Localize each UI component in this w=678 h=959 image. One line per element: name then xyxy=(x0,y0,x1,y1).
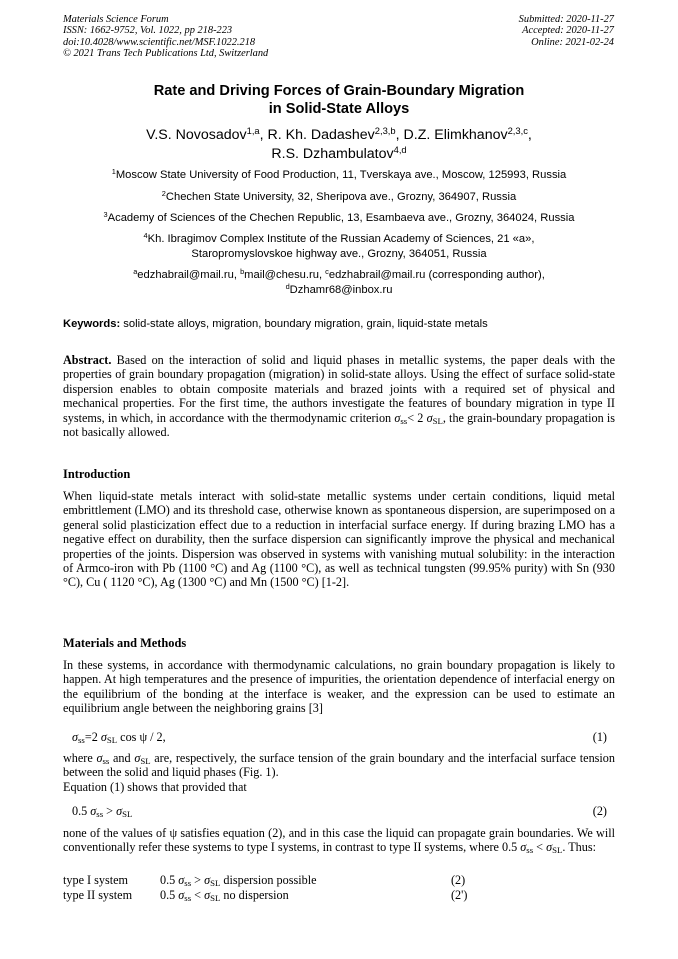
keywords xyxy=(63,317,615,332)
equation-number: (2) xyxy=(592,804,607,818)
equation-number: (1) xyxy=(592,730,607,744)
paper-title: Rate and Driving Forces of Grain-Boundary Migration in Solid-State Alloys xyxy=(153,83,525,117)
section-heading-introduction: Introduction xyxy=(63,467,131,481)
affiliation-1: $^1$Moscow State University of Food Production, 11, Tverskaya ave., Moscow, 125993, Russia xyxy=(111,166,567,181)
submitted-date: Submitted: 2020-11-27 xyxy=(518,14,614,25)
email-a[interactable]: edzhabrail@mail.ru, xyxy=(137,269,241,281)
dates-header xyxy=(519,14,614,48)
methods-paragraph-4: none of the values of ψ satisfies equation (2), and in this case the liquid can propagate grain boundaries. We will conventionally refer these systems to type I systems, in contrast to type II systems, where 0.5 $\sigma_{ss} < \sigma_{SL}$. Thus: xyxy=(63,826,615,856)
journal-header xyxy=(63,14,268,60)
methods-paragraph-3: Equation (1) shows that provided that xyxy=(63,780,247,794)
section-heading-methods: Materials and Methods xyxy=(63,636,187,650)
equation-2: 0.5 $\sigma_{ss} > \sigma_{SL}$ (2) xyxy=(72,804,607,819)
abstract-label: Abstract. xyxy=(63,353,112,367)
online-date: Online: 2021-02-24 xyxy=(531,36,614,48)
copyright: © 2021 Trans Tech Publications Ltd, Switzerland xyxy=(63,48,269,60)
abstract: Abstract. Based on the interaction of solid and liquid phases in metallic systems, the paper deals with the properties of grain boundary propagation (migration) in solid-state alloys. Using the effect of surface solid-state dispersion enables to obtain composite materials and brazed joints with a required set of physical and mechanical properties. For the first time, the authors investigate the features of boundary migration in type II systems, in which, in accordance with the thermodynamic criterion $\sigma_{ss}< 2$ $\sigma_{SL}$, the grain-boundary propagation is not basically allowed. xyxy=(63,353,616,440)
affiliation-3: $^3$Academy of Sciences of the Chechen Republic, 13, Esambaeva ave., Grozny, 364024, Russia xyxy=(103,209,575,224)
methods-paragraph-1: In these systems, in accordance with thermodynamic calculations, no grain boundary propagation is likely to happen. At high temperatures and the presence of impurities, the orientation dependence of interfacial energy on the equilibrium of the bonding at the interface is weaker, and the expression can be used to estimate an equilibrium angle between the neighboring grains [3] xyxy=(63,658,615,716)
paper-page: Materials Science Forum ISSN: 1662-9752, Vol. 1022, pp 218-223 doi:10.4028/www.scientific.net/MSF.1022.218 © 2021 Trans Tech Publications Ltd, Switzerland Submitted: 2020-11-27 Accepted: 2020-11-27 Online: 2021-02-24 Rate and Driving Forces of Grain-Boundary Migration in Solid-State Alloys V.S. Novosadov$^{1,a}$, R. Kh. Dadashev$^{2,3,b}$, D.Z. Elimkhanov$^{2,3,c}$, R.S. Dzhambulatov$^{4,d}$ $^1$Moscow State University of Food Production, 11, Tverskaya ave., Moscow, 125993, Russia $^2$Chechen State University, 32, Sheripova ave., Grozny, 364907, Russia $^3$Academy of Sciences of the Chechen Republic, 13, Esambaeva ave., Grozny, 364024, Russia $^4$Kh. Ibragimov Complex Institute of the Russian Academy of Sciences, 21 «a», Staropromyslovskoe highway ave., Grozny, 364051, Russia $^a$edzhabrail@mail.ru, $^b$mail@chesu.ru, $^c$edzhabrail@mail.ru (corresponding author), $^d$Dzhamr68@inbox.ru Keywords: solid-state alloys, migration, boundary migration, grain, liquid-state metals Abstract. Based on the interaction of solid and liquid phases in metallic systems, the paper deals with the properties of grain boundary propagation (migration) in solid-state alloys. Using the effect of surface solid-state dispersion enables to obtain composite materials and brazed joints with a required set of physical and mechanical properties. For the first time, the authors investigate the features of boundary migration in type II systems, in which, in accordance with the thermodynamic criterion $\sigma_{ss}< 2$ $\sigma_{SL}$, the grain-boundary propagation is not basically allowed. Introduction When liquid-state metals interact with solid-state metallic systems under certain conditions, liquid metal embrittlement (LMO) and its threshold case, otherwise known as spontaneous dispersion, are superimposed on a general solid plasticization effect due to a reduction in interfacial surface energy. If during brazing LMO has a negative effect on durability, then the surface dispersion can significantly improve the physical and mechanical properties of the joints. Dispersion was observed in systems with vanishing mutual solubility: in the interaction of Armco-iron with Pb (1100 °C) and Ag (1100 °C), as well as technical tungsten (99.95% purity) with Sn (930 °C), Cu ( 1120 °C), Ag (1300 °C) and Mn (1500 °C) [1-2]. Materials and Methods In these systems, in accordance with thermodynamic calculations, no grain boundary propagation is likely to happen. At high temperatures and the presence of impurities, the orientation dependence of interfacial energy on the equilibrium of the bonding at the interface is weaker, and the expression can be used to estimate an equilibrium angle between the neighboring grains [3] $\sigma_{ss}=2$ $\sigma_{SL}$ cos ψ / 2, (1) where $\sigma_{ss}$ and $\sigma_{SL}$ are, respectively, the surface tension of the grain boundary and the interfacial surface tension between the solid and liquid phases (Fig. 1). Equation (1) shows that provided that 0.5 $\sigma_{ss} > \sigma_{SL}$ (2) none of the values of ψ satisfies equation (2), and in this case the liquid can propagate grain boundaries. We will conventionally refer these systems to type I systems, in contrast to type II systems, where 0.5 $\sigma_{ss} < \sigma_{SL}$. Thus: type I system 0.5 $\sigma_{ss} > \sigma_{SL}$ dispersion possible (2) type II system 0.5 $\sigma_{ss} < \sigma_{SL}$ no dispersion (2') xyxy=(63,14,616,903)
doi: doi:10.4028/www.scientific.net/MSF.1022.218 xyxy=(63,36,256,48)
keywords-label: Keywords: xyxy=(63,318,121,330)
email-d[interactable]: Dzhamr68@inbox.ru xyxy=(289,284,393,296)
equation-1: $\sigma_{ss}=2$ $\sigma_{SL}$ cos ψ / 2, (1) xyxy=(72,730,607,745)
affiliation-2: $^2$Chechen State University, 32, Sheripova ave., Grozny, 364907, Russia xyxy=(161,188,517,203)
affiliation-4: $^4$Kh. Ibragimov Complex Institute of the Russian Academy of Sciences, 21 «a», Staropromyslovskoe highway ave., Grozny, 364051, Russia xyxy=(143,230,535,260)
introduction-paragraph: When liquid-state metals interact with solid-state metallic systems under certain conditions, liquid metal embrittlement (LMO) and its threshold case, otherwise known as spontaneous dispersion, are superimposed on a general solid plasticization effect due to a reduction in interfacial surface energy. If during brazing LMO has a negative effect on durability, then the surface dispersion can significantly improve the physical and mechanical properties of the joints. Dispersion was observed in systems with vanishing mutual solubility: in the interaction of Armco-iron with Pb (1100 °C) and Ag (1100 °C), as well as technical tungsten (99.95% purity) with Sn (930 °C), Cu ( 1120 °C), Ag (1300 °C) and Mn (1500 °C) [1-2]. xyxy=(63,489,615,590)
author-name: R. Kh. Dadashev xyxy=(267,127,375,143)
email-list: $^a$edzhabrail@mail.ru, $^b$mail@chesu.ru, $^c$edzhabrail@mail.ru (corresponding author), $^d$Dzhamr68@inbox.ru xyxy=(133,266,545,296)
author-list: V.S. Novosadov$^{1,a}$, R. Kh. Dadashev$^{2,3,b}$, D.Z. Elimkhanov$^{2,3,c}$, R.S. Dzhambulatov$^{4,d}$ xyxy=(146,125,532,162)
methods-paragraph-2: where $\sigma_{ss}$ and $\sigma_{SL}$ are, respectively, the surface tension of the grain boundary and the interfacial surface tension between the solid and liquid phases (Fig. 1). xyxy=(63,751,615,780)
email-b[interactable]: mail@chesu.ru, xyxy=(244,269,326,281)
accepted-date: Accepted: 2020-11-27 xyxy=(522,25,614,37)
issn: ISSN: 1662-9752, Vol. 1022, pp 218-223 xyxy=(63,25,233,37)
journal-name: Materials Science Forum xyxy=(63,14,169,25)
author-name: V.S. Novosadov xyxy=(146,127,247,143)
email-c[interactable]: edzhabrail@mail.ru (corresponding author), xyxy=(328,269,545,281)
keywords-text: solid-state alloys, migration, boundary migration, grain, liquid-state metals xyxy=(120,318,488,330)
author-name: R.S. Dzhambulatov xyxy=(271,146,394,162)
author-name: D.Z. Elimkhanov xyxy=(403,127,508,143)
